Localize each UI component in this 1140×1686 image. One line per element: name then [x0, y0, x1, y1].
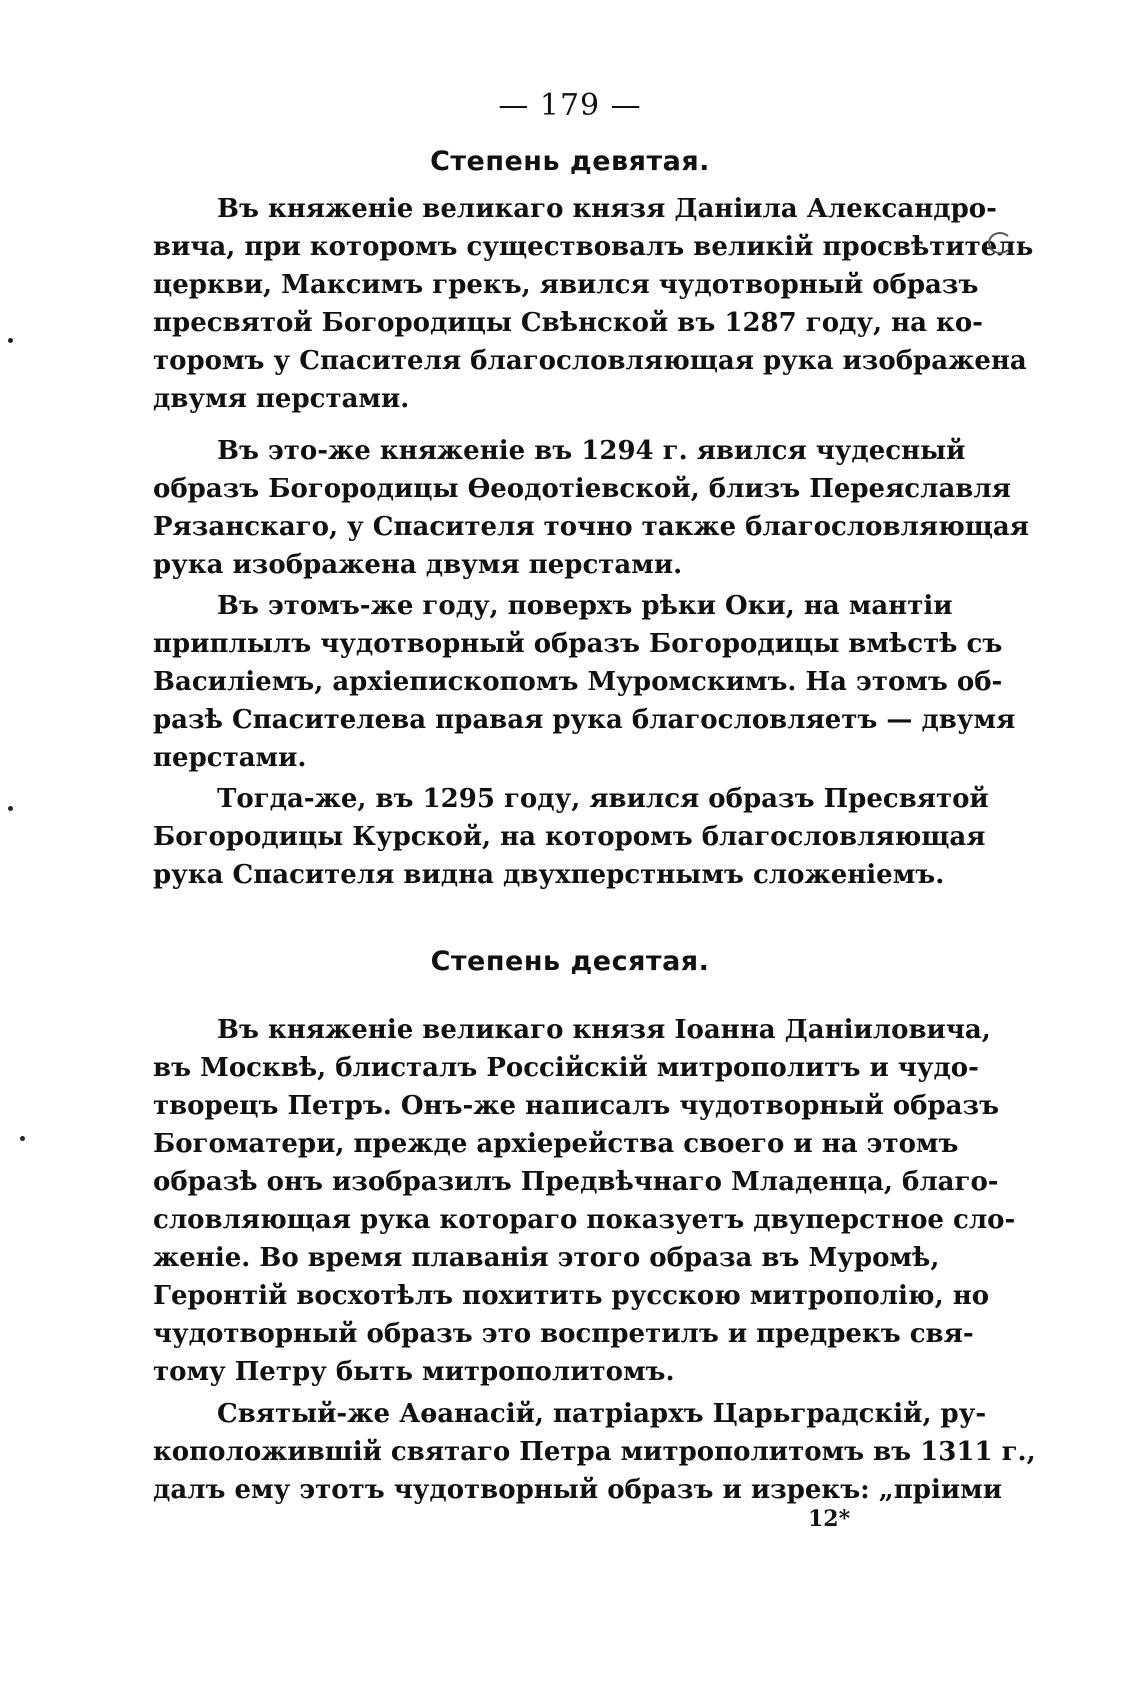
- text-line: вича, при которомъ существовалъ великій просвѣтитель: [153, 232, 1034, 262]
- text-line: Богородицы Курской, на которомъ благословляющая: [153, 822, 986, 852]
- scan-speck: [20, 1136, 25, 1141]
- text-line: женіе. Во время плаванія этого образа въ Муромѣ,: [153, 1243, 940, 1273]
- text-line: торомъ у Спасителя благословляющая рука изображена: [153, 346, 1027, 376]
- text-line: перстами.: [153, 743, 307, 773]
- text-line: Богоматери, прежде архіерейства своего и на этомъ: [153, 1129, 959, 1159]
- paragraph: [153, 190, 1034, 418]
- text-line: пресвятой Богородицы Свѣнской въ 1287 году, на ко-: [153, 308, 983, 338]
- text-line: чудотворный образъ это воспретилъ и предрекъ свя-: [153, 1319, 974, 1349]
- margin-pencil-mark: [988, 232, 1012, 254]
- paragraph: [153, 780, 989, 894]
- text-line: рука Спасителя видна двухперстнымъ сложеніемъ.: [153, 860, 945, 890]
- scan-speck: [8, 338, 13, 343]
- text-line: Святый-же Аѳанасій, патріархъ Царьградскій, ру-: [217, 1399, 987, 1429]
- text-line: Василіемъ, архіепископомъ Муромскимъ. На этомъ об-: [153, 667, 1003, 697]
- text-line: словляющая рука котораго показуетъ двуперстное сло-: [153, 1205, 1016, 1235]
- text-line: творецъ Петръ. Онъ-же написалъ чудотворный образъ: [153, 1091, 1000, 1121]
- section-heading-ninth: Степень девятая.: [430, 146, 710, 177]
- text-line: Тогда-же, въ 1295 году, явился образъ Пресвятой: [217, 784, 989, 814]
- text-line: разѣ Спасителева правая рука благословляетъ — двумя: [153, 705, 1016, 735]
- text-line: образѣ онъ изобразилъ Предвѣчнаго Младенца, благо-: [153, 1167, 999, 1197]
- paragraph: [153, 1011, 1016, 1391]
- text-line: Въ этомъ-же году, поверхъ рѣки Оки, на мантіи: [217, 591, 953, 621]
- section-heading-tenth: Степень десятая.: [430, 946, 710, 977]
- text-line: двумя перстами.: [153, 384, 410, 414]
- text-line: образъ Богородицы Ѳеодотіевской, близъ Переяславля: [153, 474, 1011, 504]
- paragraph: [153, 432, 1029, 584]
- text-line: Рязанскаго, у Спасителя точно также благословляющая: [153, 512, 1029, 542]
- signature-mark: 12*: [808, 1506, 851, 1532]
- page-number: — 179 —: [498, 88, 642, 123]
- text-line: приплылъ чудотворный образъ Богородицы вмѣстѣ съ: [153, 629, 1003, 659]
- scan-speck: [8, 806, 13, 811]
- text-line: тому Петру быть митрополитомъ.: [153, 1357, 675, 1387]
- text-line: въ Москвѣ, блисталъ Россійскій митрополитъ и чудо-: [153, 1053, 979, 1083]
- text-line: рука изображена двумя перстами.: [153, 550, 683, 580]
- text-line: Въ княженіе великаго князя Іоанна Даніиловича,: [217, 1015, 991, 1045]
- paragraph: [153, 1395, 1036, 1509]
- text-line: далъ ему этотъ чудотворный образъ и изрекъ: „пріими: [153, 1475, 1002, 1505]
- text-line: Въ княженіе великаго князя Даніила Александро-: [217, 194, 997, 224]
- paragraph: [153, 587, 1016, 777]
- text-line: коположившій святаго Петра митрополитомъ въ 1311 г.,: [153, 1437, 1036, 1467]
- text-line: Въ это-же княженіе въ 1294 г. явился чудесный: [217, 436, 966, 466]
- text-line: Геронтій восхотѣлъ похитить русскою митрополію, но: [153, 1281, 990, 1311]
- text-line: церкви, Максимъ грекъ, явился чудотворный образъ: [153, 270, 979, 300]
